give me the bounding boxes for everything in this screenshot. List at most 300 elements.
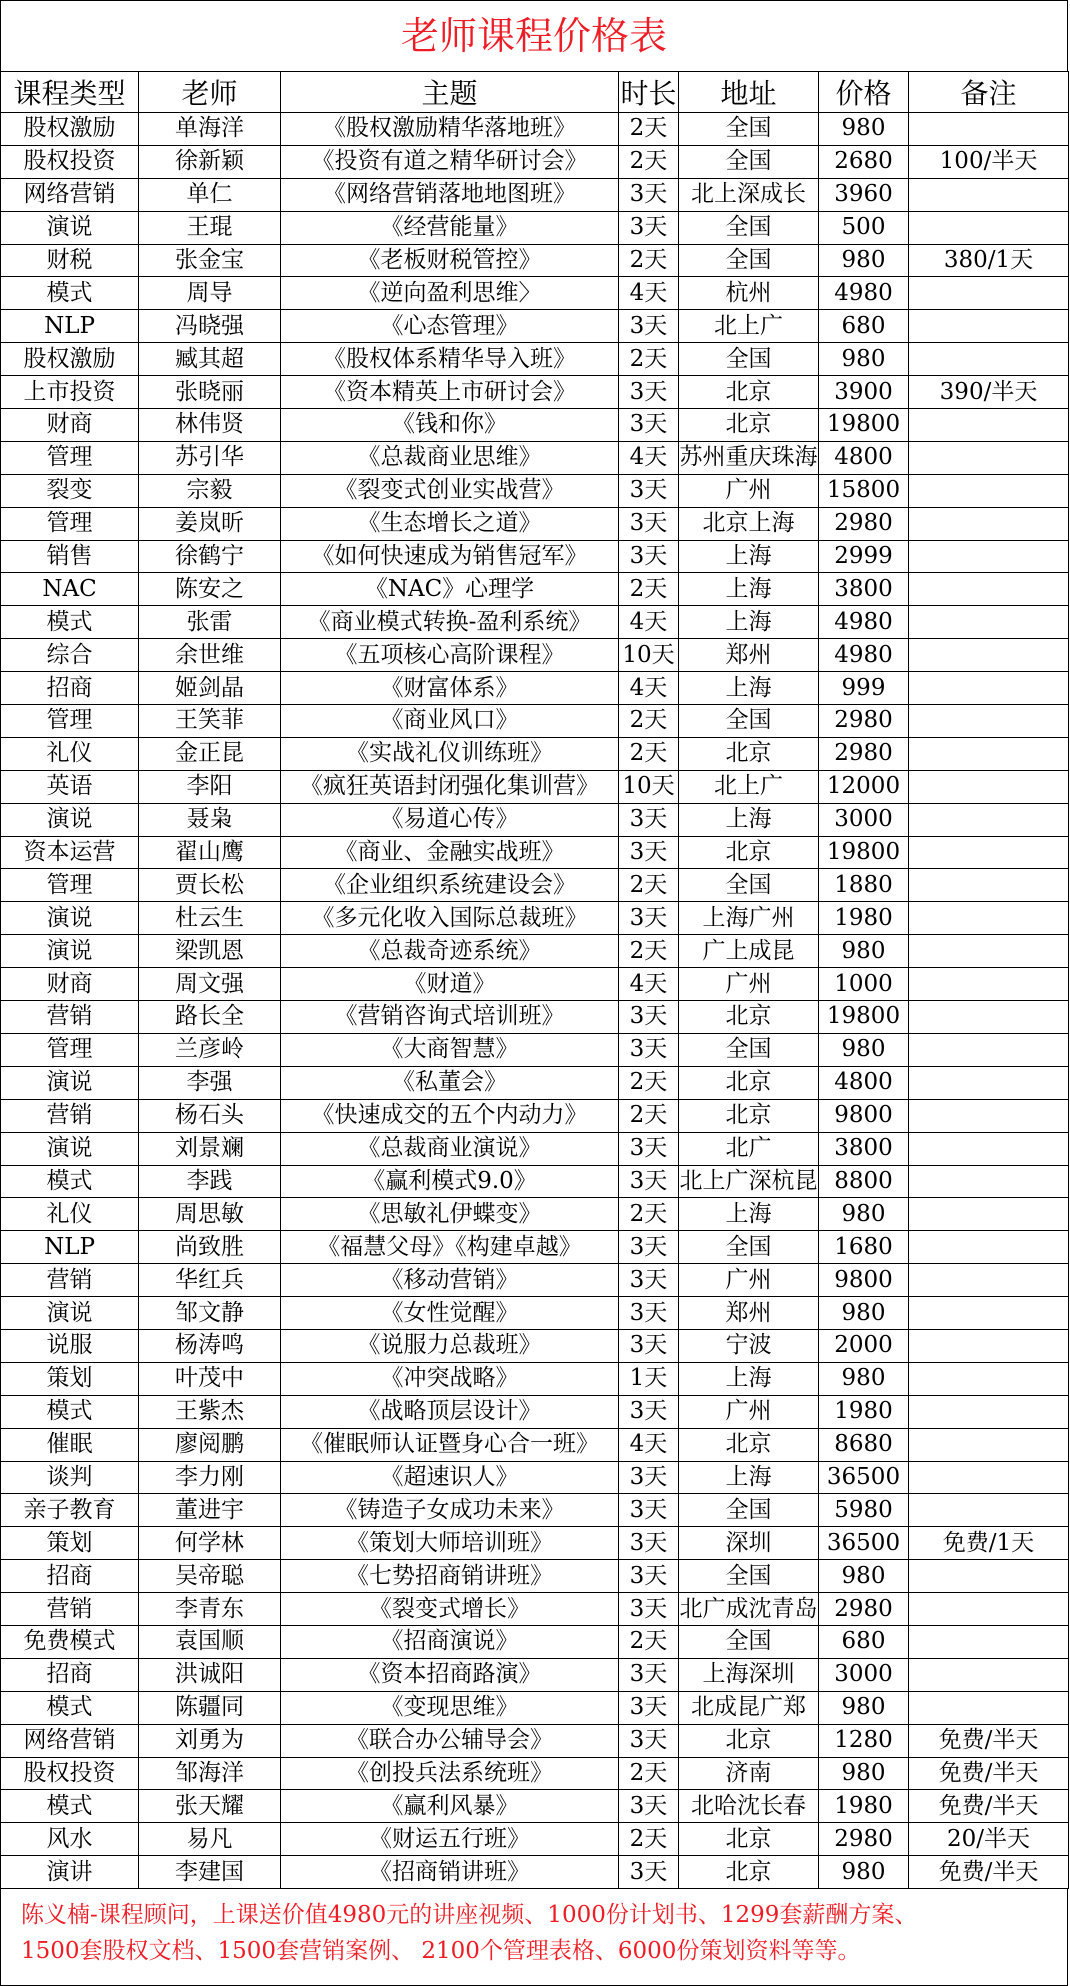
cell-price: 2680 — [819, 145, 909, 178]
cell-remark — [909, 902, 1069, 935]
cell-price: 680 — [819, 310, 909, 343]
cell-topic: 《营销咨询式培训班》 — [281, 1001, 619, 1034]
cell-course-type: 演说 — [1, 803, 139, 836]
cell-remark — [909, 1297, 1069, 1330]
cell-duration: 2天 — [619, 1823, 679, 1856]
cell-topic: 《多元化收入国际总裁班》 — [281, 902, 619, 935]
cell-price: 36500 — [819, 1461, 909, 1494]
header-topic: 主题 — [281, 72, 619, 113]
cell-location: 全国 — [679, 1560, 819, 1593]
cell-price: 3960 — [819, 178, 909, 211]
table-body — [1, 113, 1069, 1889]
cell-teacher: 王笑菲 — [139, 705, 281, 738]
cell-price: 1980 — [819, 1790, 909, 1823]
cell-duration: 3天 — [619, 1527, 679, 1560]
cell-topic: 《裂变式创业实战营》 — [281, 474, 619, 507]
cell-topic: 《如何快速成为销售冠军》 — [281, 540, 619, 573]
cell-price: 980 — [819, 1198, 909, 1231]
cell-price: 1980 — [819, 902, 909, 935]
cell-duration: 3天 — [619, 1264, 679, 1297]
table-row — [1, 902, 1069, 935]
table-row — [1, 1165, 1069, 1198]
cell-price: 980 — [819, 343, 909, 376]
cell-teacher: 李力刚 — [139, 1461, 281, 1494]
cell-topic: 《福慧父母》《构建卓越》 — [281, 1231, 619, 1264]
cell-remark — [909, 409, 1069, 442]
cell-location: 广州 — [679, 968, 819, 1001]
cell-topic: 《总裁商业演说》 — [281, 1132, 619, 1165]
cell-teacher: 陈疆同 — [139, 1691, 281, 1724]
cell-price: 8680 — [819, 1428, 909, 1461]
cell-duration: 3天 — [619, 409, 679, 442]
table-row — [1, 113, 1069, 146]
cell-duration: 2天 — [619, 145, 679, 178]
table-row — [1, 211, 1069, 244]
cell-location: 北京 — [679, 376, 819, 409]
cell-duration: 3天 — [619, 1560, 679, 1593]
cell-topic: 《思敏礼伊蝶变》 — [281, 1198, 619, 1231]
cell-location: 宁波 — [679, 1329, 819, 1362]
cell-course-type: 英语 — [1, 770, 139, 803]
cell-course-type: 模式 — [1, 1691, 139, 1724]
cell-course-type: 股权激励 — [1, 343, 139, 376]
cell-remark — [909, 770, 1069, 803]
cell-duration: 3天 — [619, 1001, 679, 1034]
cell-course-type: 管理 — [1, 1033, 139, 1066]
cell-course-type: 营销 — [1, 1099, 139, 1132]
cell-course-type: 管理 — [1, 441, 139, 474]
table-row — [1, 1790, 1069, 1823]
cell-teacher: 杨石头 — [139, 1099, 281, 1132]
cell-course-type: 资本运营 — [1, 836, 139, 869]
table-row — [1, 1691, 1069, 1724]
cell-price: 980 — [819, 113, 909, 146]
cell-location: 全国 — [679, 113, 819, 146]
cell-price: 3800 — [819, 1132, 909, 1165]
cell-topic: 《老板财税管控》 — [281, 244, 619, 277]
table-row — [1, 1231, 1069, 1264]
cell-topic: 《招商演说》 — [281, 1625, 619, 1658]
cell-location: 全国 — [679, 145, 819, 178]
cell-teacher: 邹文静 — [139, 1297, 281, 1330]
cell-topic: 《超速识人》 — [281, 1461, 619, 1494]
cell-remark — [909, 639, 1069, 672]
table-row — [1, 1461, 1069, 1494]
table-row — [1, 1560, 1069, 1593]
cell-price: 9800 — [819, 1264, 909, 1297]
header-remark: 备注 — [909, 72, 1069, 113]
cell-remark — [909, 1066, 1069, 1099]
cell-teacher: 陈安之 — [139, 573, 281, 606]
cell-remark — [909, 1264, 1069, 1297]
table-row — [1, 1823, 1069, 1856]
cell-remark — [909, 1001, 1069, 1034]
cell-teacher: 董进宇 — [139, 1494, 281, 1527]
cell-remark — [909, 310, 1069, 343]
cell-remark — [909, 803, 1069, 836]
cell-teacher: 华红兵 — [139, 1264, 281, 1297]
cell-topic: 《股权体系精华导入班》 — [281, 343, 619, 376]
cell-remark — [909, 1165, 1069, 1198]
cell-remark — [909, 705, 1069, 738]
cell-teacher: 单仁 — [139, 178, 281, 211]
cell-location: 北上广深杭昆 — [679, 1165, 819, 1198]
table-row — [1, 869, 1069, 902]
cell-topic: 《战略顶层设计》 — [281, 1395, 619, 1428]
cell-teacher: 张雷 — [139, 606, 281, 639]
cell-course-type: 股权激励 — [1, 113, 139, 146]
cell-teacher: 周文强 — [139, 968, 281, 1001]
cell-teacher: 宗毅 — [139, 474, 281, 507]
cell-course-type: 礼仪 — [1, 737, 139, 770]
cell-duration: 3天 — [619, 1658, 679, 1691]
table-row — [1, 770, 1069, 803]
cell-location: 杭州 — [679, 277, 819, 310]
cell-duration: 4天 — [619, 672, 679, 705]
cell-price: 980 — [819, 1362, 909, 1395]
cell-price: 3900 — [819, 376, 909, 409]
table-row — [1, 1593, 1069, 1626]
cell-teacher: 冯晓强 — [139, 310, 281, 343]
cell-topic: 《变现思维》 — [281, 1691, 619, 1724]
cell-price: 500 — [819, 211, 909, 244]
cell-duration: 3天 — [619, 211, 679, 244]
cell-duration: 3天 — [619, 1297, 679, 1330]
footer-line-2: 1500套股权文档、1500套营销案例、 2100个管理表格、6000份策划资料等等。 — [21, 1938, 861, 1965]
cell-teacher: 王紫杰 — [139, 1395, 281, 1428]
cell-duration: 4天 — [619, 968, 679, 1001]
table-row — [1, 1757, 1069, 1790]
cell-remark: 免费/1天 — [909, 1527, 1069, 1560]
cell-topic: 《商业、金融实战班》 — [281, 836, 619, 869]
cell-topic: 《联合办公辅导会》 — [281, 1724, 619, 1757]
cell-location: 北上广 — [679, 770, 819, 803]
cell-duration: 4天 — [619, 441, 679, 474]
table-row — [1, 705, 1069, 738]
cell-remark — [909, 1428, 1069, 1461]
cell-remark — [909, 968, 1069, 1001]
footer-line-1: 陈义楠-课程顾问，上课送价值4980元的讲座视频、1000份计划书、1299套薪酬方案、 — [21, 1902, 918, 1929]
cell-course-type: 催眠 — [1, 1428, 139, 1461]
cell-course-type: 股权投资 — [1, 1757, 139, 1790]
cell-course-type: 综合 — [1, 639, 139, 672]
cell-location: 上海深圳 — [679, 1658, 819, 1691]
cell-course-type: 演说 — [1, 1297, 139, 1330]
cell-course-type: 模式 — [1, 606, 139, 639]
table-row — [1, 1297, 1069, 1330]
cell-remark: 390/半天 — [909, 376, 1069, 409]
cell-duration: 2天 — [619, 343, 679, 376]
header-duration: 时长 — [619, 72, 679, 113]
cell-course-type: 裂变 — [1, 474, 139, 507]
cell-price: 980 — [819, 1560, 909, 1593]
cell-location: 全国 — [679, 1494, 819, 1527]
cell-duration: 3天 — [619, 1593, 679, 1626]
cell-location: 全国 — [679, 1033, 819, 1066]
cell-course-type: 策划 — [1, 1362, 139, 1395]
cell-teacher: 易凡 — [139, 1823, 281, 1856]
cell-course-type: 礼仪 — [1, 1198, 139, 1231]
cell-duration: 3天 — [619, 1395, 679, 1428]
table-row — [1, 310, 1069, 343]
cell-location: 广上成昆 — [679, 935, 819, 968]
cell-remark: 免费/半天 — [909, 1757, 1069, 1790]
header-course-type: 课程类型 — [1, 72, 139, 113]
cell-remark: 免费/半天 — [909, 1724, 1069, 1757]
cell-price: 5980 — [819, 1494, 909, 1527]
cell-teacher: 兰彦岭 — [139, 1033, 281, 1066]
cell-price: 1680 — [819, 1231, 909, 1264]
cell-topic: 《女性觉醒》 — [281, 1297, 619, 1330]
table-row — [1, 1066, 1069, 1099]
cell-teacher: 吴帝聪 — [139, 1560, 281, 1593]
table-row — [1, 376, 1069, 409]
cell-duration: 3天 — [619, 1165, 679, 1198]
cell-remark: 免费/半天 — [909, 1790, 1069, 1823]
table-row — [1, 343, 1069, 376]
cell-duration: 3天 — [619, 902, 679, 935]
cell-course-type: 招商 — [1, 1560, 139, 1593]
table-row — [1, 1001, 1069, 1034]
price-table — [0, 71, 1069, 1889]
cell-teacher: 洪诚阳 — [139, 1658, 281, 1691]
cell-course-type: 亲子教育 — [1, 1494, 139, 1527]
cell-course-type: 说服 — [1, 1329, 139, 1362]
cell-course-type: 财税 — [1, 244, 139, 277]
cell-location: 济南 — [679, 1757, 819, 1790]
cell-remark — [909, 935, 1069, 968]
cell-teacher: 苏引华 — [139, 441, 281, 474]
cell-duration: 3天 — [619, 376, 679, 409]
cell-teacher: 林伟贤 — [139, 409, 281, 442]
cell-topic: 《铸造子女成功未来》 — [281, 1494, 619, 1527]
cell-topic: 《赢利模式9.0》 — [281, 1165, 619, 1198]
cell-remark — [909, 1691, 1069, 1724]
cell-teacher: 贾长松 — [139, 869, 281, 902]
cell-topic: 《大商智慧》 — [281, 1033, 619, 1066]
cell-price: 1880 — [819, 869, 909, 902]
table-row — [1, 935, 1069, 968]
table-row — [1, 672, 1069, 705]
header-price: 价格 — [819, 72, 909, 113]
cell-price: 980 — [819, 1033, 909, 1066]
cell-remark — [909, 1198, 1069, 1231]
cell-duration: 2天 — [619, 113, 679, 146]
cell-teacher: 李阳 — [139, 770, 281, 803]
cell-location: 北京 — [679, 1856, 819, 1889]
cell-teacher: 梁凯恩 — [139, 935, 281, 968]
cell-topic: 《五项核心高阶课程》 — [281, 639, 619, 672]
table-row — [1, 1362, 1069, 1395]
cell-remark — [909, 1132, 1069, 1165]
cell-price: 3000 — [819, 803, 909, 836]
cell-location: 上海 — [679, 1461, 819, 1494]
cell-location: 苏州重庆珠海 — [679, 441, 819, 474]
cell-teacher: 聂枭 — [139, 803, 281, 836]
cell-location: 全国 — [679, 343, 819, 376]
cell-duration: 4天 — [619, 1428, 679, 1461]
cell-location: 北京 — [679, 737, 819, 770]
cell-topic: 《股权激励精华落地班》 — [281, 113, 619, 146]
cell-teacher: 廖阅鹏 — [139, 1428, 281, 1461]
cell-duration: 2天 — [619, 1198, 679, 1231]
cell-remark — [909, 113, 1069, 146]
table-row — [1, 1198, 1069, 1231]
cell-remark — [909, 1593, 1069, 1626]
cell-topic: 《赢利风暴》 — [281, 1790, 619, 1823]
table-row — [1, 1132, 1069, 1165]
cell-location: 广州 — [679, 474, 819, 507]
cell-location: 广州 — [679, 1264, 819, 1297]
cell-course-type: 管理 — [1, 869, 139, 902]
header-teacher: 老师 — [139, 72, 281, 113]
cell-remark — [909, 540, 1069, 573]
cell-location: 北京 — [679, 836, 819, 869]
cell-price: 2000 — [819, 1329, 909, 1362]
cell-remark — [909, 1494, 1069, 1527]
cell-duration: 4天 — [619, 606, 679, 639]
cell-teacher: 何学林 — [139, 1527, 281, 1560]
cell-duration: 2天 — [619, 1757, 679, 1790]
cell-price: 8800 — [819, 1165, 909, 1198]
cell-price: 980 — [819, 244, 909, 277]
cell-topic: 《财道》 — [281, 968, 619, 1001]
cell-teacher: 张晓丽 — [139, 376, 281, 409]
cell-topic: 《实战礼仪训练班》 — [281, 737, 619, 770]
cell-remark — [909, 1033, 1069, 1066]
cell-teacher: 单海洋 — [139, 113, 281, 146]
cell-remark — [909, 474, 1069, 507]
cell-duration: 4天 — [619, 277, 679, 310]
cell-topic: 《逆向盈利思维〉 — [281, 277, 619, 310]
cell-duration: 3天 — [619, 540, 679, 573]
cell-price: 4980 — [819, 639, 909, 672]
cell-duration: 3天 — [619, 507, 679, 540]
cell-teacher: 邹海洋 — [139, 1757, 281, 1790]
cell-course-type: 营销 — [1, 1593, 139, 1626]
cell-price: 9800 — [819, 1099, 909, 1132]
cell-remark — [909, 737, 1069, 770]
cell-remark — [909, 441, 1069, 474]
table-row — [1, 1724, 1069, 1757]
cell-teacher: 王琨 — [139, 211, 281, 244]
cell-location: 全国 — [679, 705, 819, 738]
cell-duration: 3天 — [619, 803, 679, 836]
cell-topic: 《策划大师培训班》 — [281, 1527, 619, 1560]
cell-price: 1000 — [819, 968, 909, 1001]
table-row — [1, 409, 1069, 442]
cell-duration: 3天 — [619, 1856, 679, 1889]
cell-location: 深圳 — [679, 1527, 819, 1560]
cell-duration: 3天 — [619, 1790, 679, 1823]
cell-remark — [909, 606, 1069, 639]
cell-course-type: 演说 — [1, 1066, 139, 1099]
cell-location: 北成昆广郑 — [679, 1691, 819, 1724]
cell-price: 36500 — [819, 1527, 909, 1560]
cell-teacher: 杨涛鸣 — [139, 1329, 281, 1362]
cell-location: 上海 — [679, 672, 819, 705]
cell-duration: 2天 — [619, 1066, 679, 1099]
cell-duration: 10天 — [619, 639, 679, 672]
cell-course-type: 招商 — [1, 1658, 139, 1691]
cell-remark — [909, 836, 1069, 869]
cell-topic: 《易道心传》 — [281, 803, 619, 836]
cell-topic: 《冲突战略》 — [281, 1362, 619, 1395]
cell-price: 980 — [819, 1691, 909, 1724]
cell-remark — [909, 277, 1069, 310]
cell-duration: 3天 — [619, 1461, 679, 1494]
cell-remark — [909, 1461, 1069, 1494]
table-row — [1, 1264, 1069, 1297]
cell-remark: 20/半天 — [909, 1823, 1069, 1856]
cell-price: 2980 — [819, 507, 909, 540]
cell-teacher: 臧其超 — [139, 343, 281, 376]
cell-remark — [909, 1625, 1069, 1658]
table-row — [1, 540, 1069, 573]
cell-duration: 3天 — [619, 1033, 679, 1066]
table-row — [1, 1527, 1069, 1560]
cell-price: 3800 — [819, 573, 909, 606]
cell-location: 北京 — [679, 1066, 819, 1099]
cell-location: 上海 — [679, 606, 819, 639]
cell-teacher: 姬剑晶 — [139, 672, 281, 705]
cell-price: 980 — [819, 1297, 909, 1330]
cell-remark — [909, 672, 1069, 705]
cell-remark — [909, 507, 1069, 540]
cell-remark — [909, 211, 1069, 244]
cell-teacher: 姜岚昕 — [139, 507, 281, 540]
cell-price: 19800 — [819, 409, 909, 442]
cell-duration: 3天 — [619, 1494, 679, 1527]
cell-duration: 2天 — [619, 1099, 679, 1132]
cell-topic: 《快速成交的五个内动力》 — [281, 1099, 619, 1132]
cell-remark — [909, 1231, 1069, 1264]
table-row — [1, 277, 1069, 310]
cell-price: 680 — [819, 1625, 909, 1658]
cell-duration: 3天 — [619, 1132, 679, 1165]
cell-course-type: 演说 — [1, 211, 139, 244]
table-row — [1, 606, 1069, 639]
cell-duration: 3天 — [619, 836, 679, 869]
cell-topic: 《商业风口》 — [281, 705, 619, 738]
cell-topic: 《裂变式增长》 — [281, 1593, 619, 1626]
cell-location: 北京 — [679, 1099, 819, 1132]
table-row — [1, 474, 1069, 507]
cell-price: 999 — [819, 672, 909, 705]
cell-teacher: 杜云生 — [139, 902, 281, 935]
cell-teacher: 李建国 — [139, 1856, 281, 1889]
cell-topic: 《商业模式转换-盈利系统》 — [281, 606, 619, 639]
cell-topic: 《财富体系》 — [281, 672, 619, 705]
cell-price: 1980 — [819, 1395, 909, 1428]
cell-topic: 《催眠师认证暨身心合一班》 — [281, 1428, 619, 1461]
cell-course-type: 管理 — [1, 507, 139, 540]
cell-teacher: 余世维 — [139, 639, 281, 672]
cell-price: 15800 — [819, 474, 909, 507]
cell-location: 上海 — [679, 803, 819, 836]
cell-course-type: NAC — [1, 573, 139, 606]
table-row — [1, 1428, 1069, 1461]
cell-topic: 《说服力总裁班》 — [281, 1329, 619, 1362]
cell-course-type: NLP — [1, 1231, 139, 1264]
table-row — [1, 1494, 1069, 1527]
cell-teacher: 李青东 — [139, 1593, 281, 1626]
cell-topic: 《生态增长之道》 — [281, 507, 619, 540]
cell-location: 北京上海 — [679, 507, 819, 540]
cell-price: 2999 — [819, 540, 909, 573]
cell-location: 全国 — [679, 244, 819, 277]
cell-course-type: NLP — [1, 310, 139, 343]
